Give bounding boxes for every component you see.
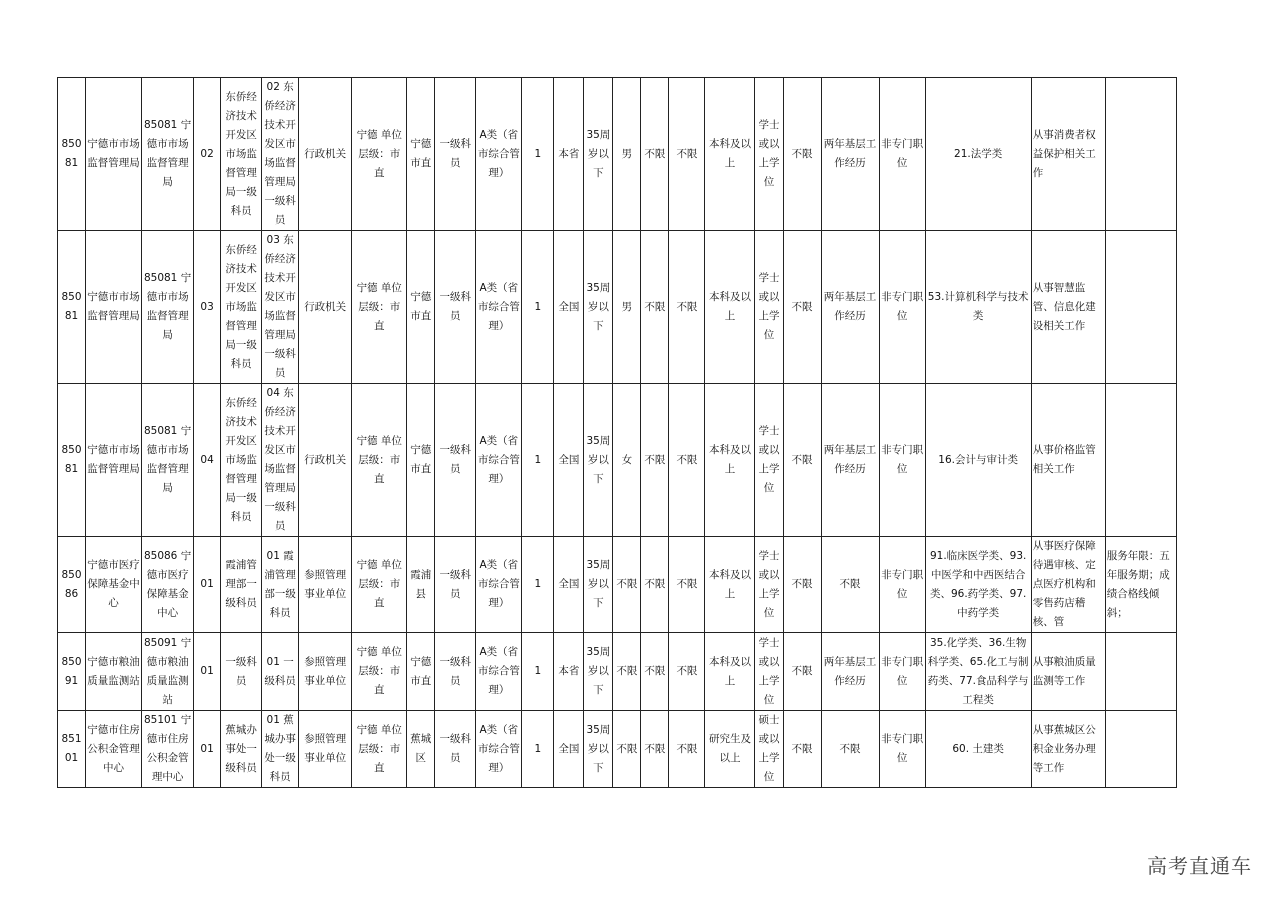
experience-cell: 两年基层工作经历 <box>821 78 879 231</box>
ethnicity-cell: 不限 <box>641 78 669 231</box>
recruit-scope-cell: 本省 <box>554 633 584 711</box>
degree-cell: 学士或以上学位 <box>755 537 783 633</box>
exam-type-cell: A类（省市综合管理） <box>476 537 522 633</box>
position-full-cell: 01 蕉城办事处一级科员 <box>262 711 299 788</box>
job-table <box>57 77 1177 788</box>
rank-cell: 一级科员 <box>435 78 476 231</box>
region-cell: 宁德市直 <box>407 633 435 711</box>
position-full-cell: 02 东侨经济技术开发区市场监督管理局一级科员 <box>262 78 299 231</box>
unit-code-cell: 85101 <box>58 711 86 788</box>
remark-cell: 服务年限：五年服务期；成绩合格线倾斜； <box>1105 537 1176 633</box>
experience-cell: 两年基层工作经历 <box>821 231 879 384</box>
rank-cell: 一级科员 <box>435 711 476 788</box>
table-row <box>58 78 1177 231</box>
table-row <box>58 537 1177 633</box>
position-name-cell: 东侨经济技术开发区市场监督管理局一级科员 <box>221 384 262 537</box>
gender-cell: 不限 <box>613 711 641 788</box>
gender-cell: 不限 <box>613 633 641 711</box>
major-cell: 91.临床医学类、93.中医学和中西医结合类、96.药学类、97.中药学类 <box>925 537 1031 633</box>
recruit-scope-cell: 全国 <box>554 711 584 788</box>
special-position-cell: 非专门职位 <box>879 633 925 711</box>
rank-cell: 一级科员 <box>435 231 476 384</box>
remark-cell <box>1105 711 1176 788</box>
org-type-cell: 参照管理事业单位 <box>299 711 352 788</box>
headcount-cell: 1 <box>522 537 554 633</box>
unit-code-cell: 85081 <box>58 231 86 384</box>
duty-cell: 从事智慧监管、信息化建设相关工作 <box>1031 231 1105 384</box>
fulltime-cell: 不限 <box>783 537 821 633</box>
exam-type-cell: A类（省市综合管理） <box>476 384 522 537</box>
duty-cell: 从事消费者权益保护相关工作 <box>1031 78 1105 231</box>
age-cell: 35周岁以下 <box>584 633 613 711</box>
remark-cell <box>1105 78 1176 231</box>
remark-cell <box>1105 384 1176 537</box>
department-cell: 85081 宁德市市场监督管理局 <box>142 78 194 231</box>
unit-name-cell: 宁德市市场监督管理局 <box>86 231 142 384</box>
position-full-cell: 03 东侨经济技术开发区市场监督管理局一级科员 <box>262 231 299 384</box>
political-status-cell: 不限 <box>669 633 705 711</box>
unit-level-cell: 宁德 单位层级：市直 <box>352 633 407 711</box>
region-cell: 宁德市直 <box>407 231 435 384</box>
recruit-scope-cell: 全国 <box>554 537 584 633</box>
duty-cell: 从事蕉城区公积金业务办理等工作 <box>1031 711 1105 788</box>
org-type-cell: 行政机关 <box>299 231 352 384</box>
major-cell: 35.化学类、36.生物科学类、65.化工与制药类、77.食品科学与工程类 <box>925 633 1031 711</box>
fulltime-cell: 不限 <box>783 231 821 384</box>
special-position-cell: 非专门职位 <box>879 78 925 231</box>
unit-level-cell: 宁德 单位层级：市直 <box>352 711 407 788</box>
special-position-cell: 非专门职位 <box>879 711 925 788</box>
region-cell: 蕉城区 <box>407 711 435 788</box>
table-row <box>58 384 1177 537</box>
degree-cell: 硕士或以上学位 <box>755 711 783 788</box>
rank-cell: 一级科员 <box>435 384 476 537</box>
watermark: 高考直通车 <box>1147 854 1252 878</box>
org-type-cell: 行政机关 <box>299 384 352 537</box>
degree-cell: 学士或以上学位 <box>755 384 783 537</box>
position-code-cell: 02 <box>194 78 221 231</box>
special-position-cell: 非专门职位 <box>879 537 925 633</box>
headcount-cell: 1 <box>522 231 554 384</box>
ethnicity-cell: 不限 <box>641 231 669 384</box>
position-name-cell: 东侨经济技术开发区市场监督管理局一级科员 <box>221 231 262 384</box>
table-row <box>58 711 1177 788</box>
age-cell: 35周岁以下 <box>584 78 613 231</box>
unit-name-cell: 宁德市市场监督管理局 <box>86 384 142 537</box>
degree-cell: 学士或以上学位 <box>755 231 783 384</box>
exam-type-cell: A类（省市综合管理） <box>476 633 522 711</box>
age-cell: 35周岁以下 <box>584 384 613 537</box>
experience-cell: 不限 <box>821 711 879 788</box>
duty-cell: 从事粮油质量监测等工作 <box>1031 633 1105 711</box>
unit-name-cell: 宁德市市场监督管理局 <box>86 78 142 231</box>
position-code-cell: 03 <box>194 231 221 384</box>
political-status-cell: 不限 <box>669 384 705 537</box>
duty-cell: 从事医疗保障待遇审核、定点医疗机构和零售药店稽核、管 <box>1031 537 1105 633</box>
education-cell: 本科及以上 <box>705 78 755 231</box>
political-status-cell: 不限 <box>669 231 705 384</box>
unit-level-cell: 宁德 单位层级：市直 <box>352 537 407 633</box>
region-cell: 宁德市直 <box>407 78 435 231</box>
recruit-scope-cell: 全国 <box>554 384 584 537</box>
headcount-cell: 1 <box>522 711 554 788</box>
political-status-cell: 不限 <box>669 711 705 788</box>
unit-level-cell: 宁德 单位层级：市直 <box>352 384 407 537</box>
department-cell: 85101 宁德市住房公积金管理中心 <box>142 711 194 788</box>
org-type-cell: 参照管理事业单位 <box>299 537 352 633</box>
unit-code-cell: 85091 <box>58 633 86 711</box>
rank-cell: 一级科员 <box>435 537 476 633</box>
ethnicity-cell: 不限 <box>641 384 669 537</box>
major-cell: 21.法学类 <box>925 78 1031 231</box>
education-cell: 本科及以上 <box>705 231 755 384</box>
position-full-cell: 01 霞浦管理部一级科员 <box>262 537 299 633</box>
position-code-cell: 01 <box>194 633 221 711</box>
major-cell: 16.会计与审计类 <box>925 384 1031 537</box>
duty-cell: 从事价格监管相关工作 <box>1031 384 1105 537</box>
degree-cell: 学士或以上学位 <box>755 633 783 711</box>
position-code-cell: 01 <box>194 537 221 633</box>
major-cell: 53.计算机科学与技术类 <box>925 231 1031 384</box>
fulltime-cell: 不限 <box>783 711 821 788</box>
political-status-cell: 不限 <box>669 78 705 231</box>
unit-name-cell: 宁德市住房公积金管理中心 <box>86 711 142 788</box>
department-cell: 85081 宁德市市场监督管理局 <box>142 231 194 384</box>
org-type-cell: 参照管理事业单位 <box>299 633 352 711</box>
fulltime-cell: 不限 <box>783 78 821 231</box>
exam-type-cell: A类（省市综合管理） <box>476 78 522 231</box>
age-cell: 35周岁以下 <box>584 711 613 788</box>
unit-code-cell: 85081 <box>58 384 86 537</box>
headcount-cell: 1 <box>522 633 554 711</box>
department-cell: 85086 宁德市医疗保障基金中心 <box>142 537 194 633</box>
unit-code-cell: 85086 <box>58 537 86 633</box>
unit-name-cell: 宁德市粮油质量监测站 <box>86 633 142 711</box>
remark-cell <box>1105 231 1176 384</box>
recruit-scope-cell: 全国 <box>554 231 584 384</box>
department-cell: 85081 宁德市市场监督管理局 <box>142 384 194 537</box>
position-name-cell: 蕉城办事处一级科员 <box>221 711 262 788</box>
gender-cell: 男 <box>613 78 641 231</box>
headcount-cell: 1 <box>522 78 554 231</box>
experience-cell: 两年基层工作经历 <box>821 384 879 537</box>
position-full-cell: 04 东侨经济技术开发区市场监督管理局一级科员 <box>262 384 299 537</box>
position-code-cell: 01 <box>194 711 221 788</box>
gender-cell: 女 <box>613 384 641 537</box>
unit-level-cell: 宁德 单位层级：市直 <box>352 78 407 231</box>
recruit-scope-cell: 本省 <box>554 78 584 231</box>
org-type-cell: 行政机关 <box>299 78 352 231</box>
experience-cell: 不限 <box>821 537 879 633</box>
unit-level-cell: 宁德 单位层级：市直 <box>352 231 407 384</box>
education-cell: 本科及以上 <box>705 633 755 711</box>
exam-type-cell: A类（省市综合管理） <box>476 711 522 788</box>
education-cell: 本科及以上 <box>705 384 755 537</box>
position-name-cell: 一级科员 <box>221 633 262 711</box>
special-position-cell: 非专门职位 <box>879 231 925 384</box>
major-cell: 60. 土建类 <box>925 711 1031 788</box>
department-cell: 85091 宁德市粮油质量监测站 <box>142 633 194 711</box>
fulltime-cell: 不限 <box>783 384 821 537</box>
special-position-cell: 非专门职位 <box>879 384 925 537</box>
education-cell: 研究生及以上 <box>705 711 755 788</box>
experience-cell: 两年基层工作经历 <box>821 633 879 711</box>
fulltime-cell: 不限 <box>783 633 821 711</box>
ethnicity-cell: 不限 <box>641 633 669 711</box>
unit-code-cell: 85081 <box>58 78 86 231</box>
gender-cell: 男 <box>613 231 641 384</box>
political-status-cell: 不限 <box>669 537 705 633</box>
rank-cell: 一级科员 <box>435 633 476 711</box>
position-code-cell: 04 <box>194 384 221 537</box>
education-cell: 本科及以上 <box>705 537 755 633</box>
region-cell: 霞浦县 <box>407 537 435 633</box>
age-cell: 35周岁以下 <box>584 537 613 633</box>
degree-cell: 学士或以上学位 <box>755 78 783 231</box>
ethnicity-cell: 不限 <box>641 711 669 788</box>
table-row <box>58 231 1177 384</box>
exam-type-cell: A类（省市综合管理） <box>476 231 522 384</box>
position-full-cell: 01 一级科员 <box>262 633 299 711</box>
table-row <box>58 633 1177 711</box>
headcount-cell: 1 <box>522 384 554 537</box>
age-cell: 35周岁以下 <box>584 231 613 384</box>
position-name-cell: 霞浦管理部一级科员 <box>221 537 262 633</box>
position-name-cell: 东侨经济技术开发区市场监督管理局一级科员 <box>221 78 262 231</box>
gender-cell: 不限 <box>613 537 641 633</box>
ethnicity-cell: 不限 <box>641 537 669 633</box>
remark-cell <box>1105 633 1176 711</box>
unit-name-cell: 宁德市医疗保障基金中心 <box>86 537 142 633</box>
region-cell: 宁德市直 <box>407 384 435 537</box>
